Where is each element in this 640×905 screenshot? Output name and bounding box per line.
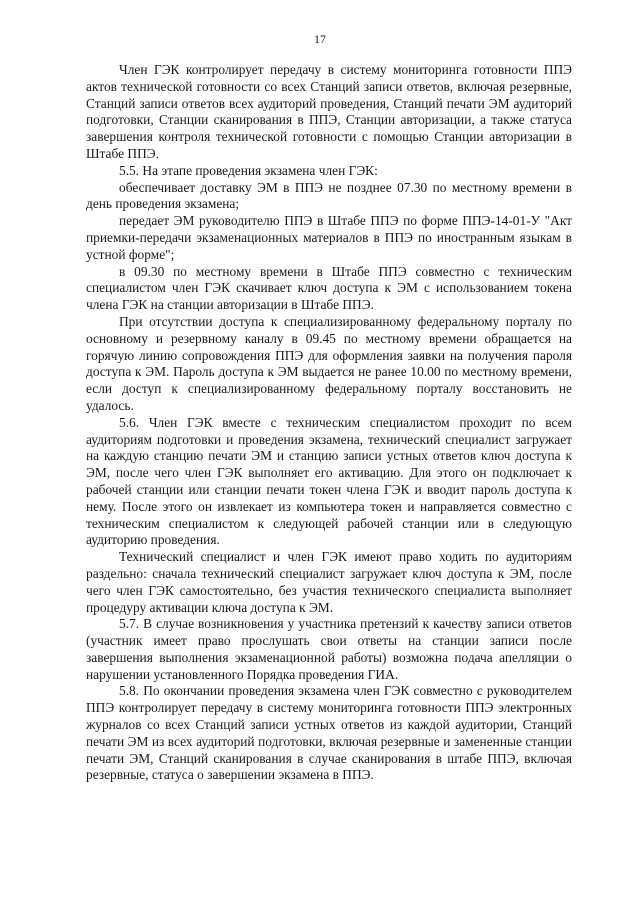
document-body	[86, 62, 572, 784]
page-number: 17	[314, 32, 326, 46]
paragraph: 5.5. На этапе проведения экзамена член ГЭК:	[119, 162, 378, 178]
paragraph: Технический специалист и член ГЭК имеют право ходить по аудиториям раздельно: сначала технический специалист загружает ключ доступа к ЭМ, после чего член ГЭК самостоятельно, без участия технического специалиста выполняет процедуру активации ключа доступа к ЭМ.	[86, 549, 572, 615]
paragraph: в 09.30 по местному времени в Штабе ППЭ совместно с техническим специалистом член ГЭК скачивает ключ доступа к ЭМ с использованием токена члена ГЭК на станции авторизации в Штабе ППЭ.	[86, 263, 572, 313]
paragraph: передает ЭМ руководителю ППЭ в Штабе ППЭ по форме ППЭ-14-01-У "Акт приемки-передачи экзаменационных материалов в ППЭ по иностранным языкам в устной форме";	[86, 213, 572, 262]
paragraph: Член ГЭК контролирует передачу в систему мониторинга готовности ППЭ актов технической готовности со всех Станций записи ответов, включая резервные, Станций записи ответов всех аудиторий проведения, Станций печати ЭМ аудиторий подготовки, Станции сканирования в ППЭ, Станции авторизации, а также статуса завершения контроля технической готовности с помощью Станции авторизации в Штабе ППЭ.	[86, 62, 572, 161]
paragraph: 5.6. Член ГЭК вместе с техническим специалистом проходит по всем аудиториям подготовки и проведения экзамена, технический специалист загружает на каждую станцию печати ЭМ и станцию записи устных ответов ключ доступа к ЭМ, после чего член ГЭК выполняет его активацию. Для этого он подключает к рабочей станции или станции печати токен члена ГЭК и вводит пароль доступа к нему. После этого он извлекает из компьютера токен и направляется совместно с техническим специалистом к следующей рабочей станции или в следующую аудиторию проведения.	[86, 414, 572, 548]
paragraph: При отсутствии доступа к специализированному федеральному порталу по основному и резервному каналу в 09.45 по местному времени обращается на горячую линию сопровождения ППЭ для оформления заявки на получения пароля доступа к ЭМ. Пароль доступа к ЭМ выдается не ранее 10.00 по местному времени, если доступ к специализированному федеральному порталу восстановить не удалось.	[86, 313, 572, 413]
paragraph: 5.8. По окончании проведения экзамена член ГЭК совместно с руководителем ППЭ контролирует передачу в систему мониторинга готовности ППЭ электронных журналов со всех Станций записи устных ответов из каждой аудитории, Станций печати ЭМ из всех аудиторий подготовки, включая резервные и замененные станции печати ЭМ, Станций сканирования в случае сканирования в штабе ППЭ, включая резервные, статуса о завершении экзамена в ППЭ.	[86, 683, 572, 783]
paragraph: обеспечивает доставку ЭМ в ППЭ не позднее 07.30 по местному времени в день проведения экзамена;	[86, 179, 572, 212]
paragraph: 5.7. В случае возникновения у участника претензий к качеству записи ответов (участник имеет право прослушать свои ответы на станции записи после завершения выполнения экзаменационной работы) возможна подача апелляции о нарушении установленного Порядка проведения ГИА.	[86, 616, 572, 682]
